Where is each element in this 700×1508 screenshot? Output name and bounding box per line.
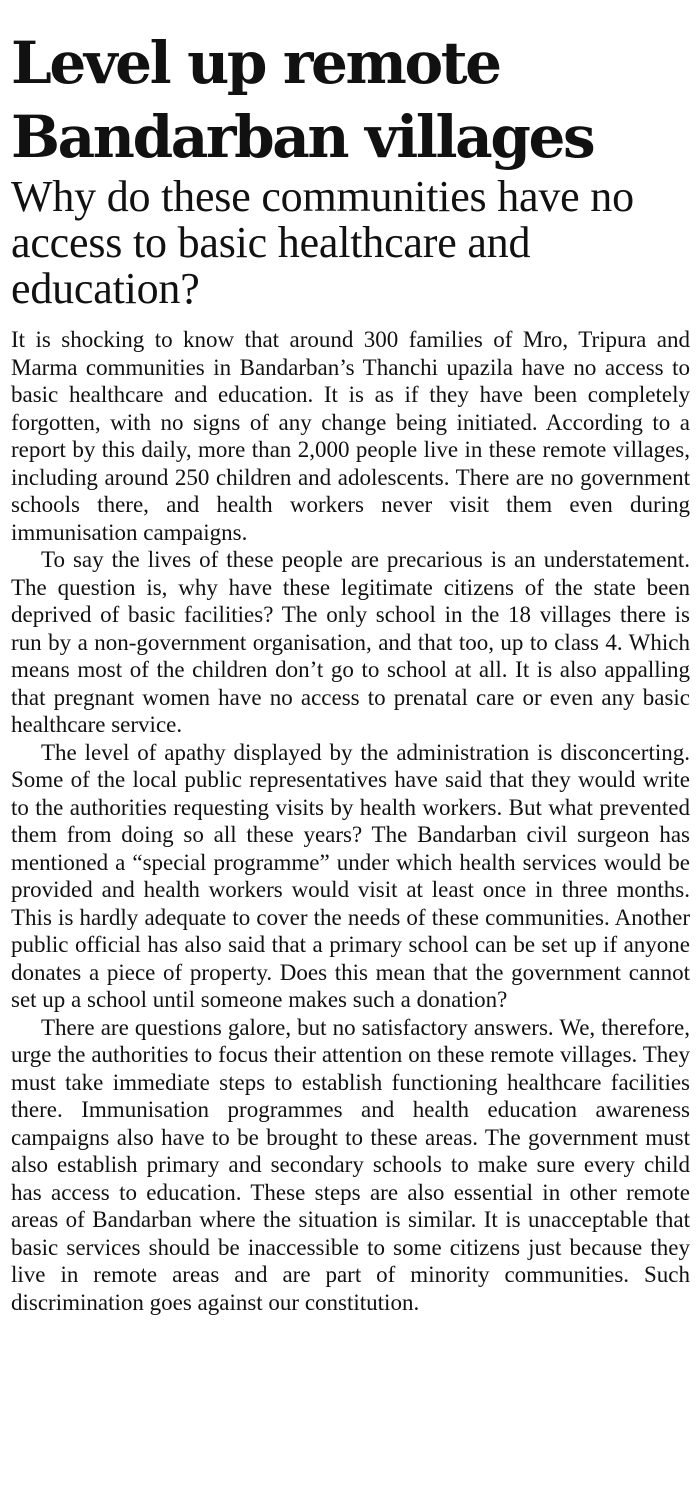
headline: Level up remote Bandarban villages xyxy=(11,29,594,171)
paragraph-4: There are questions galore, but no satisfactory answers. We, therefore, urge the authorities to focus their attention on these remote villages. They must take immediate steps to establish functioning healthcare facilities there. Immunisation programmes and health education awareness campaigns also have to be brought to these areas. The government must also establish primary and secondary schools to make sure every child has access to education. These steps are also essential in other remote areas of Bandarban where the situation is similar. It is unacceptable that basic services should be inaccessible to some citizens just because they live in remote areas and are part of minority communities. Such discrimination goes against our constitution. xyxy=(11,1014,690,1315)
subheadline: Why do these communities have no access to basic healthcare and education? xyxy=(11,172,634,313)
paragraph-3: The level of apathy displayed by the administration is disconcerting. Some of the local public representatives have said that they would write to the authorities requesting visits by health workers. But what prevented them from doing so all these years? The Bandarban civil surgeon has mentioned a “special programme” under which health services would be provided and health workers would visit at least once in three months. This is hardly adequate to cover the needs of these communities. Another public official has also said that a primary school can be set up if anyone donates a piece of property. Does this mean that the government cannot set up a school until someone makes such a donation? xyxy=(11,739,690,1012)
article-body xyxy=(11,326,690,1316)
paragraph-2: To say the lives of these people are precarious is an understatement. The question is, why have these legitimate citizens of the state been deprived of basic facilities? The only school in the 18 villages there is run by a non-government organisation, and that too, up to class 4. Which means most of the children don’t go to school at all. It is also appalling that pregnant women have no access to prenatal care or even any basic healthcare service. xyxy=(11,547,690,737)
paragraph-1: It is shocking to know that around 300 families of Mro, Tripura and Marma communities in Bandarban’s Thanchi upazila have no access to basic healthcare and education. It is as if they have been completely forgotten, with no signs of any change being initiated. According to a report by this daily, more than 2,000 people live in these remote villages, including around 250 children and adolescents. There are no government schools there, and health workers never visit them even during immunisation campaigns. xyxy=(11,327,690,545)
